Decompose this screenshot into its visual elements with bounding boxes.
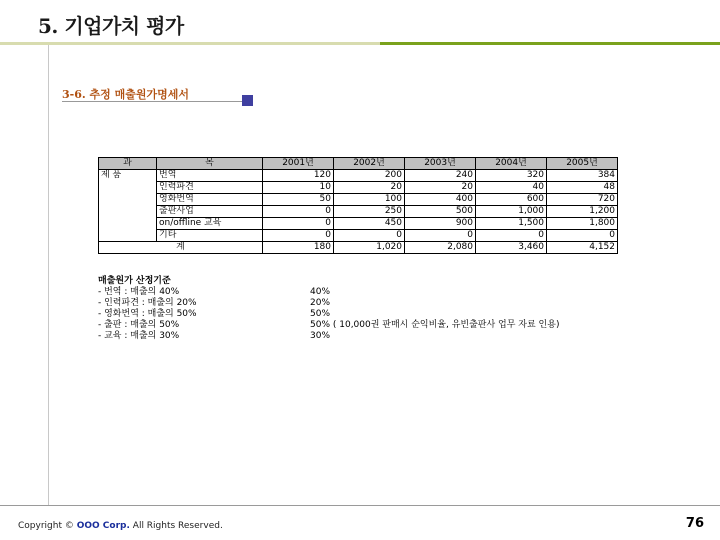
- total-value-cell: 3,460: [476, 242, 547, 254]
- criteria-label: - 인력파견 : 매출의 20%: [98, 298, 197, 308]
- square-bullet-icon: [242, 95, 253, 106]
- column-header: 2002년: [334, 158, 405, 170]
- value-cell: 1,000: [476, 206, 547, 218]
- title-bar-green-segment: [380, 42, 720, 45]
- brand-name: OOO Corp.: [76, 521, 130, 531]
- criteria-item: [98, 320, 559, 331]
- value-cell: 0: [263, 218, 334, 230]
- value-cell: 450: [334, 218, 405, 230]
- value-cell: 900: [405, 218, 476, 230]
- value-cell: 400: [405, 194, 476, 206]
- value-cell: 120: [263, 170, 334, 182]
- value-cell: 20: [334, 182, 405, 194]
- value-cell: 0: [263, 206, 334, 218]
- column-header: 과: [99, 158, 157, 170]
- criteria-value: 50%: [310, 309, 331, 319]
- item-cell: 인력파견: [157, 182, 263, 194]
- item-cell: 번역: [157, 170, 263, 182]
- item-cell: on/offline 교육: [157, 218, 263, 230]
- value-cell: 0: [476, 230, 547, 242]
- item-cell: 영화번역: [157, 194, 263, 206]
- section-subtitle: 3-6. 추정 매출원가명세서: [62, 88, 189, 101]
- item-cell: 기타: [157, 230, 263, 242]
- value-cell: 720: [547, 194, 618, 206]
- value-cell: 1,500: [476, 218, 547, 230]
- copyright-suffix: All Rights Reserved.: [132, 521, 223, 531]
- table-total-row: [99, 242, 618, 254]
- cost-criteria-block: [98, 276, 559, 342]
- value-cell: 10: [263, 182, 334, 194]
- value-cell: 20: [405, 182, 476, 194]
- copyright-prefix: Copyright ©: [18, 521, 74, 531]
- value-cell: 50: [263, 194, 334, 206]
- value-cell: 1,200: [547, 206, 618, 218]
- criteria-label: - 출판 : 매출의 50%: [98, 320, 180, 330]
- total-value-cell: 2,080: [405, 242, 476, 254]
- value-cell: 48: [547, 182, 618, 194]
- table-row: [99, 170, 618, 182]
- table-row: [99, 230, 618, 242]
- column-header: 2001년: [263, 158, 334, 170]
- title-bar-light-segment: [0, 42, 380, 45]
- page-number: 76: [685, 516, 704, 531]
- criteria-item: [98, 331, 559, 342]
- criteria-label: - 교육 : 매출의 30%: [98, 331, 180, 341]
- table-row: [99, 182, 618, 194]
- value-cell: 240: [405, 170, 476, 182]
- value-cell: 100: [334, 194, 405, 206]
- value-cell: 0: [547, 230, 618, 242]
- page-title: 5. 기업가치 평가: [38, 14, 184, 38]
- cost-of-sales-table: [98, 157, 618, 254]
- table-row: [99, 194, 618, 206]
- value-cell: 1,800: [547, 218, 618, 230]
- table-row: [99, 218, 618, 230]
- value-cell: 0: [334, 230, 405, 242]
- criteria-value: 20%: [310, 298, 331, 308]
- value-cell: 200: [334, 170, 405, 182]
- criteria-value: 30%: [310, 331, 331, 341]
- value-cell: 384: [547, 170, 618, 182]
- column-header: 2004년: [476, 158, 547, 170]
- item-cell: 출판사업: [157, 206, 263, 218]
- total-value-cell: 180: [263, 242, 334, 254]
- group-label-cell: 제 품: [99, 170, 157, 242]
- total-value-cell: 1,020: [334, 242, 405, 254]
- table-row: [99, 206, 618, 218]
- criteria-label: - 영화번역 : 매출의 50%: [98, 309, 197, 319]
- value-cell: 500: [405, 206, 476, 218]
- value-cell: 40: [476, 182, 547, 194]
- table-header-row: [99, 158, 618, 170]
- total-label-cell: 계: [99, 242, 263, 254]
- footer-rule: [0, 505, 720, 506]
- total-value-cell: 4,152: [547, 242, 618, 254]
- value-cell: 0: [405, 230, 476, 242]
- value-cell: 250: [334, 206, 405, 218]
- criteria-label: - 번역 : 매출의 40%: [98, 287, 180, 297]
- criteria-item: [98, 309, 559, 320]
- column-header: 2005년: [547, 158, 618, 170]
- column-header: 목: [157, 158, 263, 170]
- value-cell: 0: [263, 230, 334, 242]
- criteria-value: 50% ( 10,000권 판매시 순익비율, 유빈출판사 업무 자료 인용): [310, 320, 560, 330]
- criteria-item: [98, 287, 559, 298]
- value-cell: 320: [476, 170, 547, 182]
- criteria-heading: 매출원가 산정기준: [98, 276, 171, 286]
- subtitle-underline: [62, 101, 242, 102]
- value-cell: 600: [476, 194, 547, 206]
- footer-copyright: [18, 521, 223, 531]
- criteria-item: [98, 298, 559, 309]
- column-header: 2003년: [405, 158, 476, 170]
- criteria-value: 40%: [310, 287, 331, 297]
- left-margin-rule: [48, 45, 49, 505]
- title-underline-bar: [0, 42, 720, 45]
